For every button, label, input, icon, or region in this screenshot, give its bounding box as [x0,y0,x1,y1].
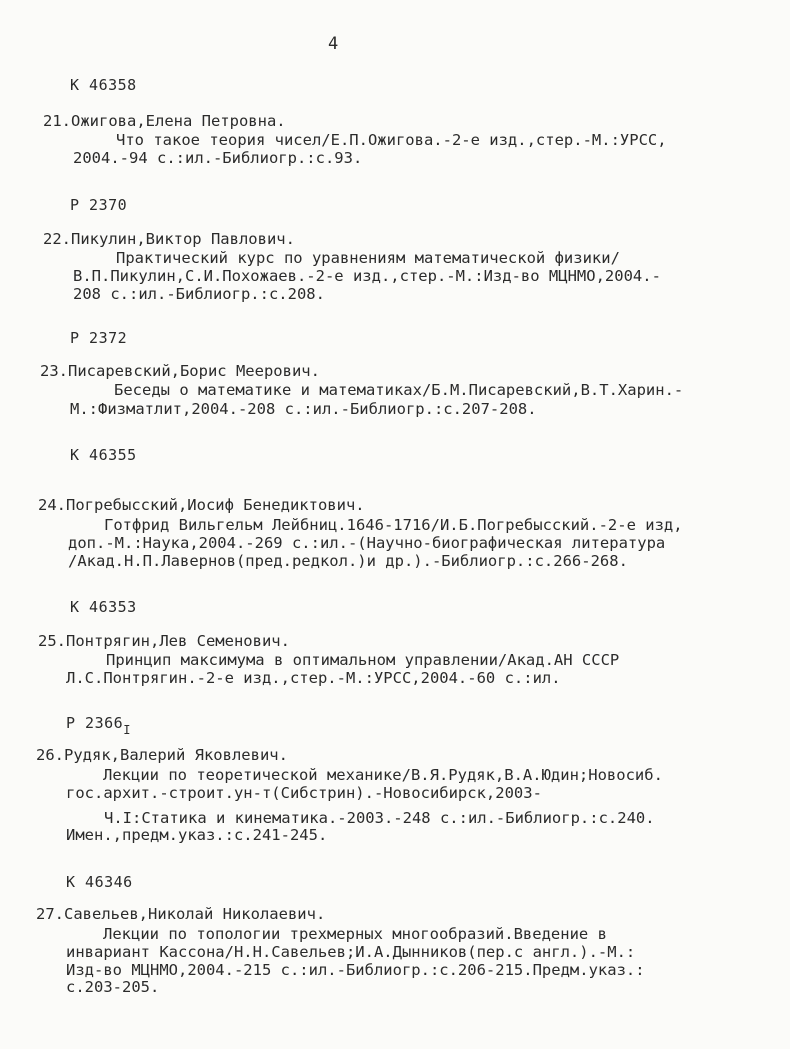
entry-line: с.203-205. [66,978,160,996]
entry-heading: 22.Пикулин,Виктор Павлович. [43,230,295,248]
entry-heading: 26.Рудяк,Валерий Яковлевич. [36,746,288,764]
entry-heading: 21.Ожигова,Елена Петровна. [43,112,286,130]
entry-line: Что такое теория чисел/Е.П.Ожигова.-2-е изд.,стер.-М.:УРСС, [116,131,667,149]
shelf-mark: К 46346 [66,873,133,891]
entry-line: Л.С.Понтрягин.-2-е изд.,стер.-М.:УРСС,2004.-60 с.:ил. [66,669,561,687]
entry-line: Готфрид Вильгельм Лейбниц.1646-1716/И.Б.Погребысский.-2-е изд, [104,516,683,534]
page-number: 4 [328,34,339,54]
shelf-mark: К 46358 [70,76,137,94]
shelf-mark: К 46353 [70,598,137,616]
shelf-mark [66,714,131,737]
entry-line: 2004.-94 с.:ил.-Библиогр.:с.93. [73,149,363,167]
shelf-mark-code: Р 2366 [66,714,124,732]
entry-line: Лекции по теоретической механике/В.Я.Рудяк,В.А.Юдин;Новосиб. [103,766,663,784]
entry-heading: 24.Погребысский,Иосиф Бенедиктович. [38,496,365,514]
shelf-mark: К 46355 [70,446,137,464]
entry-heading: 23.Писаревский,Борис Меерович. [40,362,320,380]
entry-line: доп.-М.:Наука,2004.-269 с.:ил.-(Научно-биографическая литература [68,534,666,552]
entry-line: Практический курс по уравнениям математической физики/ [116,249,620,267]
shelf-mark-suffix: I [123,723,131,737]
entry-line: В.П.Пикулин,С.И.Похожаев.-2-е изд.,стер.-М.:Изд-во МЦНМО,2004.- [73,267,661,285]
entry-heading: 27.Савельев,Николай Николаевич. [36,905,326,923]
entry-line: Лекции по топологии трехмерных многообразий.Введение в [103,925,607,943]
entry-line: Ч.I:Статика и кинематика.-2003.-248 с.:ил.-Библиогр.:с.240. [104,809,655,827]
shelf-mark: Р 2372 [70,329,128,347]
entry-heading: 25.Понтрягин,Лев Семенович. [38,632,290,650]
entry-line: Изд-во МЦНМО,2004.-215 с.:ил.-Библиогр.:с.206-215.Предм.указ.: [66,961,645,979]
entry-line: М.:Физматлит,2004.-208 с.:ил.-Библиогр.:с.207-208. [70,400,537,418]
entry-line: гос.архит.-строит.ун-т(Сибстрин).-Новосибирск,2003- [66,784,542,802]
entry-line: /Акад.Н.П.Лавернов(пред.редкол.)и др.).-Библиогр.:с.266-268. [68,552,628,570]
entry-line: Беседы о математике и математиках/Б.М.Писаревский,В.Т.Харин.- [114,381,684,399]
entry-line: инвариант Кассона/Н.Н.Савельев;И.А.Дынников(пер.с англ.).-М.: [66,943,636,961]
shelf-mark: Р 2370 [70,196,128,214]
entry-line: Имен.,предм.указ.:с.241-245. [66,826,328,844]
entry-line: 208 с.:ил.-Библиогр.:с.208. [73,285,325,303]
entry-line: Принцип максимума в оптимальном управлении/Акад.АН СССР [106,651,620,669]
